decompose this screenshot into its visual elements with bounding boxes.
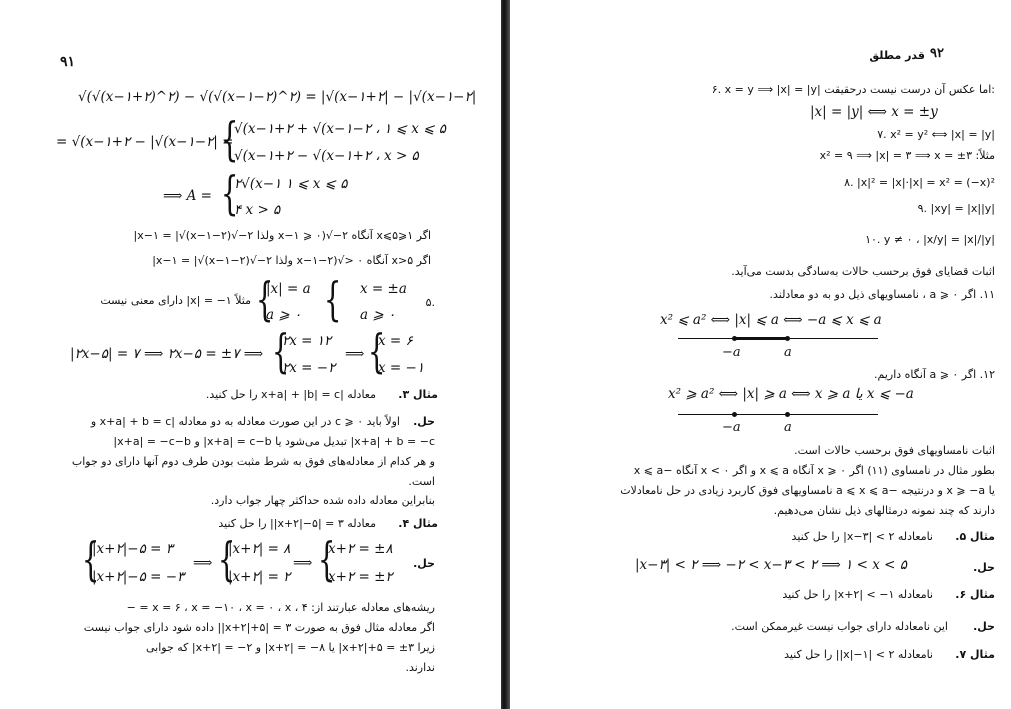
- item-number: ۵.: [425, 296, 435, 309]
- number-line-label: −a: [722, 345, 741, 360]
- text-line: ۹. |xy| = |x||y|: [917, 202, 995, 215]
- solution-label: حل.: [973, 561, 995, 574]
- text-line: نامعادله ۲ > |۱−|x|| را حل کنید: [784, 648, 933, 661]
- number-line-point: [732, 412, 737, 417]
- equation-line: a ⩾ ۰: [266, 307, 302, 323]
- text-line: |x+a| = −c−b و |x+a| = c−b تبدیل می‌شود یا |x+a| + b = −c: [113, 435, 435, 448]
- brace: {: [255, 272, 274, 326]
- brace: {: [220, 166, 239, 220]
- number-line-point: [785, 412, 790, 417]
- brace: {: [317, 532, 336, 586]
- number-line-point: [785, 336, 790, 341]
- arrow: ⟹: [293, 555, 313, 571]
- equation-line: |x| = |y| ⟺ x = ±y: [810, 104, 938, 120]
- equation-line: √(√(x−۱+۲)^۲) − √(√(x−۱−۲)^۲) = |√(x−۱+۲| − |√(x−۱−۲|: [78, 89, 477, 105]
- text-line: بنابراین معادله داده شده حداکثر چهار جواب دارد.: [210, 494, 435, 507]
- arrow: ⟹: [345, 346, 365, 362]
- text-line: ریشه‌های معادله عبارتند از: ۴ ، x = ۶ ، x = −۱۰ ، x = ۰ ، x = −: [126, 601, 435, 614]
- text-line: بطور مثال در نامساوی (۱۱) اگر x ⩾ ۰ آنگاه x ⩽ a و اگر x < ۰ آنگاه −x ⩽ a: [633, 464, 995, 477]
- equation-line: x+۲ = ±۲: [328, 569, 393, 585]
- book-gutter: [501, 0, 510, 709]
- left-page: [0, 0, 501, 709]
- text-line: معادله ۳ = |۵−|۲+x|| را حل کنید: [218, 517, 376, 530]
- equation-line: x+۲ = ±۸: [328, 541, 393, 557]
- brace: {: [367, 324, 386, 378]
- equation-line: √(x−۱+۲ − √(x−۱+۲ ، x > ۵: [234, 148, 419, 164]
- solution-label: حل.: [413, 415, 435, 428]
- equation-line: a ⩾ ۰: [360, 307, 396, 323]
- number-line-segment: [735, 337, 787, 340]
- arrow: ⟹: [193, 555, 213, 571]
- text-line: ندارند.: [405, 661, 435, 674]
- brace: {: [220, 112, 239, 166]
- text-line: ۱۰. y ≠ ۰ ، |x/y| = |x|/|y|: [865, 233, 995, 246]
- brace: {: [81, 532, 100, 586]
- text-line: نامعادله ۲ > |۳−x| را حل کنید: [791, 530, 933, 543]
- text-line: اگر ۱⩽x⩽۵ آنگاه ۲−√(x−۱ ⩾ ۰ ولذا ۲−√(x−۱ = |√(x−۱−۲|: [133, 229, 431, 242]
- text-line: نامعادله ۱− > |۲+x| را حل کنید: [782, 588, 933, 601]
- right-page: [510, 0, 1011, 709]
- equation-line: x² ⩾ a² ⟺ |x| ⩾ a ⟺ x ⩾ a یا x ⩽ −a: [668, 386, 914, 402]
- equation-line: x = ±a: [360, 281, 407, 297]
- equation-line: x = ۶: [378, 333, 413, 349]
- text-line: و هر کدام از معادله‌های فوق به شرط مثبت بودن طرف دوم آنها دارای دو جواب: [71, 455, 435, 468]
- text-line: ۸. |x|² = |x|·|x| = x² = (−x)²: [844, 176, 995, 189]
- equation-line: x = −۱: [378, 360, 425, 376]
- number-line-label: a: [784, 345, 792, 360]
- text-line: اثبات قضایای فوق برحسب حالات به‌سادگی بدست می‌آید.: [731, 265, 995, 278]
- solution-label: حل.: [973, 620, 995, 633]
- equation-line: |x+۲|−۵ = −۳: [92, 569, 185, 585]
- equation-line: |x| = a: [266, 281, 311, 297]
- example-title: مثال ۷.: [955, 648, 995, 661]
- text-line: اگر x>۵ آنگاه ۰ <√(x−۱−۲ ولذا ۲−√(x−۱ = |√(x−۱−۲|: [152, 254, 431, 267]
- number-line-label: a: [784, 420, 792, 435]
- brace: {: [271, 324, 290, 378]
- text-line: مثلاً: x² = ۹ ⟹ |x| = ۳ ⟹ x = ±۳: [819, 149, 995, 162]
- text-line: زیرا ۳± = ۵+|x+۲| یا ۸− = |x+۲| و ۲− = |x+۲| که جوابی: [145, 641, 435, 654]
- equation-line: ۲x = −۲: [282, 360, 336, 376]
- example-title: مثال ۳.: [398, 388, 438, 401]
- example-title: مثال ۵.: [955, 530, 995, 543]
- text-line: است.: [408, 475, 435, 488]
- equation-line: ۴ x > ۵: [234, 202, 281, 218]
- text-line: ۶. x = y ⟹ |x| = |y| اما عکس آن درست نیست درحقیقت:: [711, 83, 995, 96]
- text-line: ۷. x² = y² ⟺ |x| = |y|: [877, 128, 995, 141]
- equation-line: |x+۲| = ۲: [228, 569, 291, 585]
- page-header-title: قدر مطلق: [869, 49, 925, 62]
- equation-line: x² ⩽ a² ⟺ |x| ⩽ a ⟺ −a ⩽ x ⩽ a: [660, 312, 882, 328]
- text-line: ۱۱. اگر a ⩾ ۰ ، نامساویهای ذیل دو به دو معادلند.: [769, 288, 995, 301]
- equation-line: |x+۲|−۵ = ۳: [92, 541, 173, 557]
- text-line: معادله |x+a| + |b| = c را حل کنید.: [205, 388, 376, 401]
- text-line: یا x ⩾ −a و درنتیجه −a ⩽ x ⩽ a نامساویهای فوق کاربرد زیادی در حل نامعادلات: [620, 484, 995, 497]
- solution-label: حل.: [413, 557, 435, 570]
- text-line: ۱۲. اگر a ⩾ ۰ آنگاه داریم.: [874, 368, 995, 381]
- equation-line: = √(x−۱+۲ − |√(x−۱−۲| =: [56, 134, 234, 150]
- example-title: مثال ۴.: [398, 517, 438, 530]
- equation-line: ۲√(x−۱ ۱ ⩽ x ⩽ ۵: [234, 176, 348, 192]
- text-line: دارند که چند نمونه درمثالهای ذیل نشان می‌دهیم.: [773, 504, 995, 517]
- number-line: [678, 414, 878, 415]
- example-title: مثال ۶.: [955, 588, 995, 601]
- equation-line: ۲x = ۱۲: [282, 333, 332, 349]
- page-number: ۹۱: [60, 54, 76, 70]
- text-line: اگر معادله مثال فوق به صورت ۳ = |۵+|۲+x|| داده شود دارای جواب نیست: [83, 621, 435, 634]
- equation-line: |x−۳| < ۲ ⟹ −۲ < x−۳ < ۲ ⟹ ۱ < x < ۵: [635, 557, 907, 573]
- page-number: ۹۲: [930, 46, 944, 61]
- brace: {: [323, 272, 342, 326]
- number-line-label: −a: [722, 420, 741, 435]
- number-line-point: [732, 336, 737, 341]
- brace: {: [217, 532, 236, 586]
- equation-line: |۲x−۵| = ۷ ⟹ ۲x−۵ = ±۷ ⟹: [70, 346, 264, 362]
- equation-line: ⟹ A =: [163, 188, 212, 204]
- equation-line: √(x−۱+۲ + √(x−۱−۲ ، ۱ ⩽ x ⩽ ۵: [234, 121, 446, 137]
- text-line: اولاً باید c ⩾ ۰ در این صورت معادله به دو معادله |x+a| + b = c و: [90, 415, 400, 428]
- text-line: مثلاً ۱− = |x| دارای معنی نیست: [100, 294, 251, 307]
- equation-line: |x+۲| = ۸: [228, 541, 291, 557]
- text-line: این نامعادله دارای جواب نیست غیرممکن است.: [731, 620, 948, 633]
- text-line: اثبات نامساویهای فوق برحسب حالات است.: [794, 444, 995, 457]
